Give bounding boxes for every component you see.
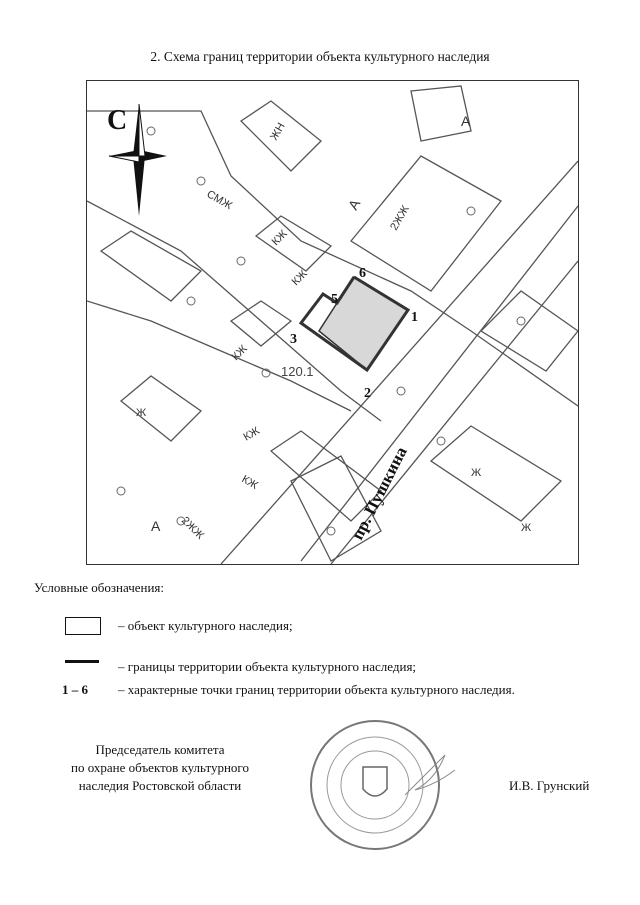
street-label: пр. Пушкина [347, 443, 411, 543]
map-label: А [461, 113, 471, 129]
legend-text-object: – объект культурного наследия; [118, 618, 293, 633]
north-arrow-icon [107, 104, 167, 216]
position-line: наследия Ростовской области [78, 778, 242, 793]
map-drawing [87, 81, 578, 564]
elevation-mark: 120.1 [281, 364, 314, 379]
map-label: Ж [136, 407, 147, 419]
point-label-2: 2 [364, 386, 371, 401]
map-label: КЖ [289, 267, 310, 289]
legend-text-boundary: – границы территории объекта культурного наследия; [118, 659, 417, 674]
map-label: КЖ [269, 227, 290, 249]
signatory-position [0, 741, 320, 795]
page-title: 2. Схема границ территории объекта культурного наследия [150, 49, 490, 64]
map-label: Ж [521, 522, 532, 534]
point-label-3: 3 [290, 332, 297, 347]
boundary-map [86, 80, 579, 565]
legend-symbol-boundary [65, 660, 99, 663]
point-label-1: 1 [411, 310, 418, 325]
position-line: Председатель комитета [95, 742, 225, 757]
position-line: по охране объектов культурного [71, 760, 249, 775]
north-label: С [107, 105, 128, 136]
map-label: КЖ [241, 424, 262, 444]
map-label: 2ЖЖ [388, 203, 412, 233]
legend-text-points: – характерные точки границ территории объекта культурного наследия. [118, 682, 515, 697]
legend-symbol-points: 1 – 6 [62, 682, 88, 697]
map-label: ЖН [268, 120, 288, 143]
legend-heading: Условные обозначения: [34, 580, 165, 595]
legend-symbol-object [65, 617, 101, 635]
map-label: КЖ [239, 473, 260, 492]
map-label: СМЖ [204, 188, 235, 213]
map-label: Ж [471, 467, 482, 479]
signatory-name: И.В. Грунский [509, 778, 590, 793]
official-stamp [305, 715, 465, 855]
map-label: КЖ [229, 342, 250, 364]
cultural-heritage-object [319, 277, 408, 370]
point-label-5: 5 [331, 292, 338, 307]
point-label-6: 6 [359, 266, 366, 281]
map-label: 2ЖЖ [178, 514, 207, 542]
map-label: А [344, 196, 364, 213]
map-label: А [151, 518, 161, 534]
